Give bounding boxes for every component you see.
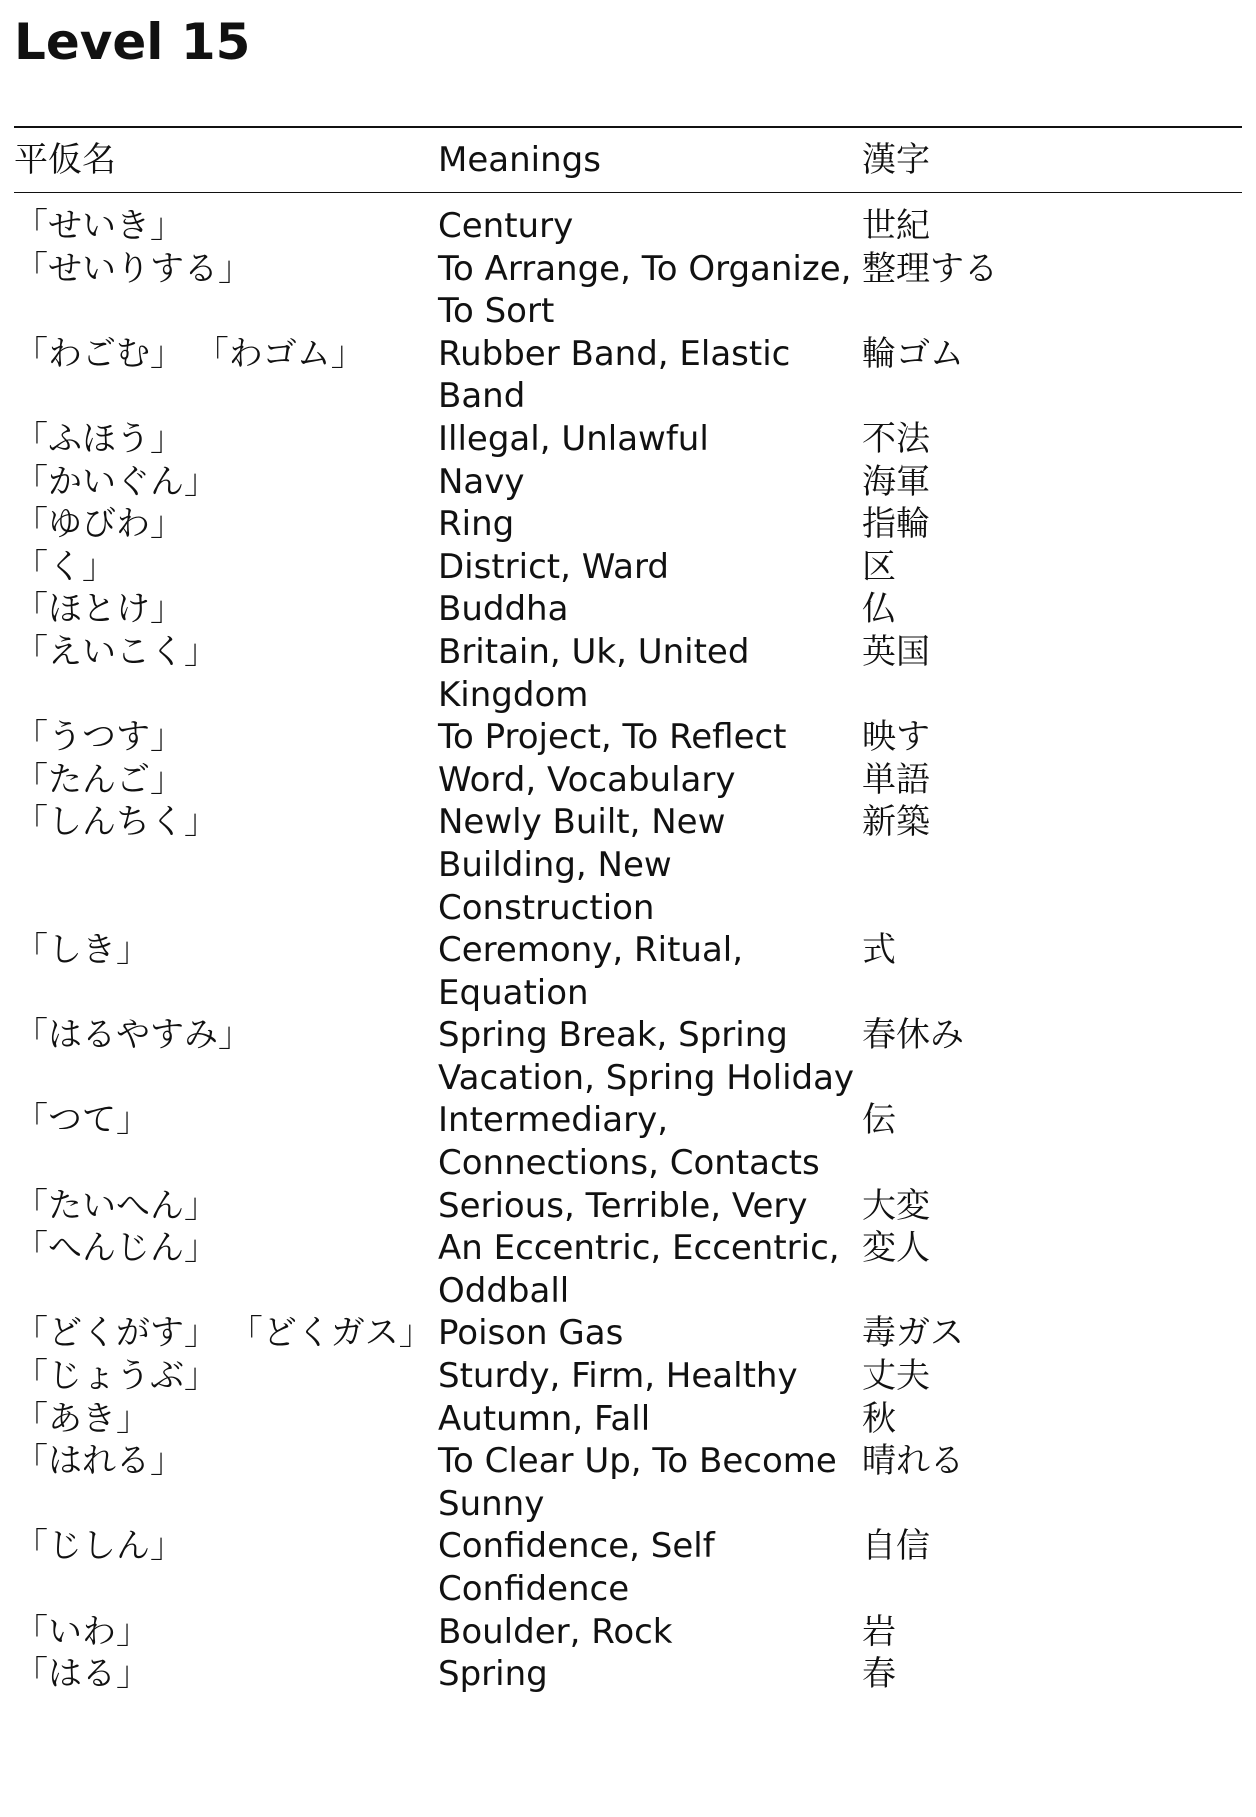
kanji-cell: 不法 — [862, 418, 930, 459]
hiragana-cell: 「かいぐん」 — [14, 461, 218, 502]
hiragana-cell: 「いわ」 — [14, 1611, 150, 1652]
table-row — [14, 1611, 1242, 1654]
column-header-hiragana: 平仮名 — [14, 139, 116, 180]
hiragana-cell: 「しんちく」 — [14, 802, 218, 843]
table-row — [14, 503, 1242, 546]
meaning-cell: Word, Vocabulary — [438, 759, 736, 800]
hiragana-cell: 「く」 — [14, 546, 116, 587]
hiragana-cell: 「せいりする」 — [14, 248, 252, 289]
table-row — [14, 929, 1242, 1014]
kanji-cell: 丈夫 — [862, 1356, 930, 1397]
kanji-cell: 指輪 — [862, 504, 930, 545]
kanji-cell: 海軍 — [862, 461, 930, 502]
table-row — [14, 631, 1242, 716]
table-row — [14, 418, 1242, 461]
hiragana-cell: 「はる」 — [14, 1654, 150, 1695]
hiragana-cell: 「せいき」 — [14, 206, 184, 246]
kanji-cell: 晴れる — [862, 1441, 964, 1482]
hiragana-cell: 「えいこく」 — [14, 631, 218, 672]
hiragana-cell: 「わごむ」 「わゴム」 — [14, 333, 365, 374]
meaning-cell: Spring — [438, 1654, 548, 1695]
table-row — [14, 716, 1242, 759]
meaning-cell: Navy — [438, 461, 525, 502]
kanji-cell: 秋 — [862, 1398, 896, 1439]
table-row — [14, 801, 1242, 929]
table-row — [14, 1398, 1242, 1441]
table-row — [14, 1014, 1242, 1099]
kanji-cell: 整理する — [862, 248, 998, 289]
meaning-cell: Ceremony, Ritual, Equation — [438, 930, 744, 1013]
hiragana-cell: 「ほとけ」 — [14, 589, 184, 630]
meaning-cell: Autumn, Fall — [438, 1398, 651, 1439]
hiragana-cell: 「じょうぶ」 — [14, 1356, 218, 1397]
table-row — [14, 1525, 1242, 1610]
kanji-cell: 映す — [862, 717, 930, 758]
column-header-kanji: 漢字 — [862, 139, 930, 180]
kanji-cell: 新築 — [862, 802, 930, 843]
hiragana-cell: 「あき」 — [14, 1398, 150, 1439]
table-row — [14, 193, 1242, 248]
meaning-cell: Buddha — [438, 589, 569, 630]
hiragana-cell: 「へんじん」 — [14, 1228, 218, 1269]
hiragana-cell: 「たいへん」 — [14, 1185, 218, 1226]
kanji-cell: 大変 — [862, 1185, 930, 1226]
table-row — [14, 546, 1242, 589]
vocabulary-table — [14, 126, 1242, 1696]
table-row — [14, 1227, 1242, 1312]
column-header-meanings: Meanings — [438, 139, 601, 180]
page-title: Level 15 — [14, 13, 251, 71]
table-header-row — [14, 127, 1242, 193]
kanji-cell: 英国 — [862, 631, 930, 672]
meaning-cell: Confidence, Self Confidence — [438, 1526, 715, 1609]
meaning-cell: Intermediary, Connections, Contacts — [438, 1100, 820, 1184]
meaning-cell: Rubber Band, Elastic Band — [438, 333, 791, 417]
kanji-cell: 変人 — [862, 1228, 930, 1269]
meaning-cell: Spring Break, Spring Vacation, Spring Holiday — [438, 1015, 855, 1098]
table-row — [14, 461, 1242, 504]
meaning-cell: Sturdy, Firm, Healthy — [438, 1356, 798, 1397]
meaning-cell: Illegal, Unlawful — [438, 418, 709, 459]
hiragana-cell: 「ゆびわ」 — [14, 504, 184, 545]
table-body — [14, 193, 1242, 1696]
table-row — [14, 1355, 1242, 1398]
table-row — [14, 588, 1242, 631]
hiragana-cell: 「はるやすみ」 — [14, 1015, 252, 1056]
meaning-cell: An Eccentric, Eccentric, Oddball — [438, 1228, 840, 1311]
kanji-cell: 伝 — [862, 1100, 896, 1141]
meaning-cell: Serious, Terrible, Very — [438, 1185, 808, 1226]
kanji-cell: 毒ガス — [862, 1313, 964, 1354]
table-row — [14, 1312, 1242, 1355]
meaning-cell: To Project, To Reflect — [438, 717, 787, 758]
kanji-cell: 春 — [862, 1654, 896, 1695]
meaning-cell: Century — [438, 206, 574, 246]
kanji-cell: 岩 — [862, 1611, 896, 1652]
table-row — [14, 1653, 1242, 1696]
kanji-cell: 区 — [862, 546, 896, 587]
hiragana-cell: 「はれる」 — [14, 1441, 184, 1482]
kanji-cell: 自信 — [862, 1526, 930, 1567]
meaning-cell: To Clear Up, To Become Sunny — [438, 1441, 837, 1524]
hiragana-cell: 「つて」 — [14, 1100, 150, 1141]
kanji-cell: 仏 — [862, 589, 896, 630]
kanji-cell: 単語 — [862, 759, 930, 800]
table-row — [14, 248, 1242, 333]
meaning-cell: Boulder, Rock — [438, 1611, 673, 1652]
hiragana-cell: 「どくがす」 「どくガス」 — [14, 1313, 433, 1354]
meaning-cell: Ring — [438, 504, 515, 545]
meaning-cell: Britain, Uk, United Kingdom — [438, 631, 750, 715]
kanji-cell: 世紀 — [862, 206, 930, 246]
hiragana-cell: 「ふほう」 — [14, 418, 184, 459]
meaning-cell: District, Ward — [438, 546, 669, 587]
table-row — [14, 1185, 1242, 1228]
meaning-cell: Poison Gas — [438, 1313, 624, 1354]
table-row — [14, 1440, 1242, 1525]
meaning-cell: To Arrange, To Organize, To Sort — [438, 248, 852, 332]
kanji-cell: 春休み — [862, 1015, 964, 1056]
hiragana-cell: 「たんご」 — [14, 759, 184, 800]
hiragana-cell: 「しき」 — [14, 930, 150, 971]
hiragana-cell: 「うつす」 — [14, 717, 184, 758]
table-row — [14, 759, 1242, 802]
table-row — [14, 1099, 1242, 1184]
kanji-cell: 輪ゴム — [862, 333, 964, 374]
table-row — [14, 333, 1242, 418]
kanji-cell: 式 — [862, 930, 896, 971]
hiragana-cell: 「じしん」 — [14, 1526, 184, 1567]
meaning-cell: Newly Built, New Building, New Construction — [438, 802, 726, 928]
